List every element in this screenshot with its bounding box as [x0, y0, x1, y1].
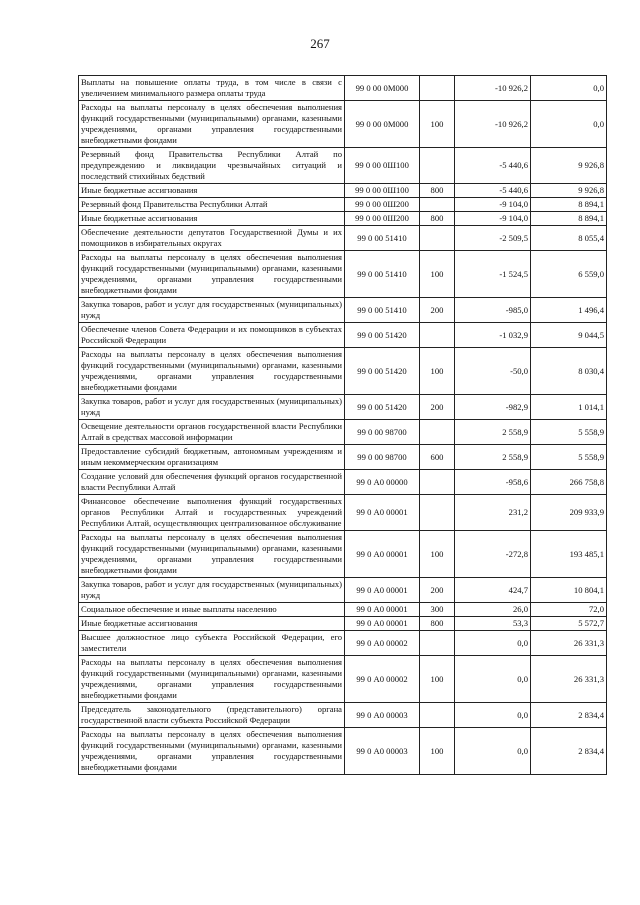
table-row — [79, 531, 607, 578]
table-row — [79, 470, 607, 495]
expense-type-cell: 100 — [420, 656, 455, 703]
target-code-cell: 99 0 00 0Ш200 — [345, 198, 420, 212]
target-code-cell: 99 0 00 51410 — [345, 226, 420, 251]
amount-total-cell: 8 030,4 — [531, 348, 607, 395]
expense-name-cell: Иные бюджетные ассигнования — [79, 212, 345, 226]
table-row — [79, 198, 607, 212]
expense-type-cell: 100 — [420, 348, 455, 395]
expense-type-cell: 200 — [420, 395, 455, 420]
expense-type-cell — [420, 148, 455, 184]
amount-change-cell: 424,7 — [455, 578, 531, 603]
amount-total-cell: 0,0 — [531, 101, 607, 148]
amount-change-cell: 0,0 — [455, 728, 531, 775]
expense-name-cell: Расходы на выплаты персоналу в целях обеспечения выполнения функций государственными (муниципальными) органами, казенными учреждениями, органами управления государственными внебюджетными фондами — [79, 728, 345, 775]
expense-name-cell: Предоставление субсидий бюджетным, автономным учреждениям и иным некоммерческим организациям — [79, 445, 345, 470]
target-code-cell: 99 0 00 51420 — [345, 395, 420, 420]
target-code-cell: 99 0 00 51420 — [345, 348, 420, 395]
target-code-cell: 99 0 00 0Ш100 — [345, 148, 420, 184]
expense-name-cell: Расходы на выплаты персоналу в целях обеспечения выполнения функций государственными (муниципальными) органами, казенными учреждениями, органами управления государственными внебюджетными фондами — [79, 101, 345, 148]
expense-type-cell — [420, 420, 455, 445]
table-row — [79, 101, 607, 148]
expense-type-cell: 100 — [420, 251, 455, 298]
expense-name-cell: Обеспечение членов Совета Федерации и их помощников в субъектах Российской Федерации — [79, 323, 345, 348]
amount-total-cell: 26 331,3 — [531, 656, 607, 703]
table-row — [79, 656, 607, 703]
expense-name-cell: Высшее должностное лицо субъекта Российской Федерации, его заместители — [79, 631, 345, 656]
expense-name-cell: Обеспечение деятельности депутатов Государственной Думы и их помощников в избирательных округах — [79, 226, 345, 251]
amount-total-cell: 2 834,4 — [531, 703, 607, 728]
amount-total-cell: 10 804,1 — [531, 578, 607, 603]
amount-change-cell: -2 509,5 — [455, 226, 531, 251]
expense-type-cell — [420, 323, 455, 348]
amount-total-cell: 5 558,9 — [531, 445, 607, 470]
expense-type-cell — [420, 76, 455, 101]
table-row — [79, 578, 607, 603]
amount-total-cell: 1 014,1 — [531, 395, 607, 420]
amount-change-cell: -10 926,2 — [455, 76, 531, 101]
table-row — [79, 251, 607, 298]
budget-table-body — [79, 76, 607, 775]
expense-name-cell: Социальное обеспечение и иные выплаты населению — [79, 603, 345, 617]
expense-type-cell — [420, 198, 455, 212]
amount-change-cell: -272,8 — [455, 531, 531, 578]
amount-change-cell: 0,0 — [455, 656, 531, 703]
table-row — [79, 703, 607, 728]
amount-total-cell: 9 926,8 — [531, 184, 607, 198]
amount-change-cell: -50,0 — [455, 348, 531, 395]
amount-total-cell: 2 834,4 — [531, 728, 607, 775]
target-code-cell: 99 0 00 98700 — [345, 445, 420, 470]
amount-total-cell: 266 758,8 — [531, 470, 607, 495]
table-row — [79, 323, 607, 348]
amount-change-cell: 2 558,9 — [455, 420, 531, 445]
table-row — [79, 226, 607, 251]
amount-total-cell: 8 894,1 — [531, 198, 607, 212]
target-code-cell: 99 0 А0 00000 — [345, 470, 420, 495]
amount-change-cell: -985,0 — [455, 298, 531, 323]
target-code-cell: 99 0 00 0М000 — [345, 76, 420, 101]
expense-name-cell: Закупка товаров, работ и услуг для государственных (муниципальных) нужд — [79, 395, 345, 420]
expense-name-cell: Расходы на выплаты персоналу в целях обеспечения выполнения функций государственными (муниципальными) органами, казенными учреждениями, органами управления государственными внебюджетными фондами — [79, 531, 345, 578]
amount-change-cell: 0,0 — [455, 703, 531, 728]
amount-change-cell: -1 032,9 — [455, 323, 531, 348]
amount-change-cell: -10 926,2 — [455, 101, 531, 148]
expense-type-cell: 800 — [420, 212, 455, 226]
table-row — [79, 184, 607, 198]
target-code-cell: 99 0 00 98700 — [345, 420, 420, 445]
target-code-cell: 99 0 00 0Ш200 — [345, 212, 420, 226]
expense-name-cell: Финансовое обеспечение выполнения функций государственных органов Республики Алтай и государственных учреждений Республики Алтай, осуществляющих централизованное обслуживание — [79, 495, 345, 531]
table-row — [79, 617, 607, 631]
target-code-cell: 99 0 А0 00002 — [345, 631, 420, 656]
amount-change-cell: 26,0 — [455, 603, 531, 617]
target-code-cell: 99 0 00 51410 — [345, 298, 420, 323]
amount-change-cell: -5 440,6 — [455, 184, 531, 198]
expense-type-cell: 200 — [420, 578, 455, 603]
amount-change-cell: -958,6 — [455, 470, 531, 495]
target-code-cell: 99 0 А0 00003 — [345, 703, 420, 728]
amount-change-cell: -982,9 — [455, 395, 531, 420]
expense-name-cell: Закупка товаров, работ и услуг для государственных (муниципальных) нужд — [79, 578, 345, 603]
amount-change-cell: 0,0 — [455, 631, 531, 656]
table-row — [79, 76, 607, 101]
expense-type-cell: 100 — [420, 728, 455, 775]
expense-type-cell — [420, 703, 455, 728]
amount-total-cell: 72,0 — [531, 603, 607, 617]
table-row — [79, 348, 607, 395]
amount-total-cell: 5 558,9 — [531, 420, 607, 445]
amount-total-cell: 0,0 — [531, 76, 607, 101]
table-row — [79, 728, 607, 775]
table-row — [79, 603, 607, 617]
table-row — [79, 631, 607, 656]
amount-change-cell: 2 558,9 — [455, 445, 531, 470]
expense-type-cell: 800 — [420, 617, 455, 631]
target-code-cell: 99 0 00 0М000 — [345, 101, 420, 148]
expense-type-cell: 100 — [420, 531, 455, 578]
page-number: 267 — [310, 36, 330, 51]
table-row — [79, 395, 607, 420]
expense-name-cell: Расходы на выплаты персоналу в целях обеспечения выполнения функций государственными (муниципальными) органами, казенными учреждениями, органами управления государственными внебюджетными фондами — [79, 656, 345, 703]
expense-name-cell: Создание условий для обеспечения функций органов государственной власти Республики Алтай — [79, 470, 345, 495]
expense-type-cell: 200 — [420, 298, 455, 323]
target-code-cell: 99 0 А0 00001 — [345, 578, 420, 603]
amount-total-cell: 1 496,4 — [531, 298, 607, 323]
table-row — [79, 445, 607, 470]
target-code-cell: 99 0 А0 00001 — [345, 495, 420, 531]
amount-total-cell: 6 559,0 — [531, 251, 607, 298]
target-code-cell: 99 0 00 51420 — [345, 323, 420, 348]
expense-name-cell: Выплаты на повышение оплаты труда, в том числе в связи с увеличением минимального размера оплаты труда — [79, 76, 345, 101]
expense-type-cell: 100 — [420, 101, 455, 148]
table-row — [79, 212, 607, 226]
expense-name-cell: Освещение деятельности органов государственной власти Республики Алтай в средствах массовой информации — [79, 420, 345, 445]
expense-name-cell: Председатель законодательного (представительного) органа государственной власти субъекта Российской Федерации — [79, 703, 345, 728]
amount-change-cell: -1 524,5 — [455, 251, 531, 298]
table-row — [79, 495, 607, 531]
amount-change-cell: -9 104,0 — [455, 198, 531, 212]
amount-total-cell: 9 926,8 — [531, 148, 607, 184]
target-code-cell: 99 0 А0 00003 — [345, 728, 420, 775]
expense-name-cell: Резервный фонд Правительства Республики Алтай — [79, 198, 345, 212]
expense-name-cell: Резервный фонд Правительства Республики Алтай по предупреждению и ликвидации чрезвычайных ситуаций и последствий стихийных бедствий — [79, 148, 345, 184]
expense-type-cell — [420, 631, 455, 656]
table-row — [79, 298, 607, 323]
budget-table — [78, 75, 607, 775]
expense-type-cell: 600 — [420, 445, 455, 470]
target-code-cell: 99 0 А0 00002 — [345, 656, 420, 703]
expense-name-cell: Закупка товаров, работ и услуг для государственных (муниципальных) нужд — [79, 298, 345, 323]
expense-type-cell — [420, 495, 455, 531]
amount-total-cell: 26 331,3 — [531, 631, 607, 656]
expense-type-cell — [420, 470, 455, 495]
expense-type-cell: 300 — [420, 603, 455, 617]
amount-change-cell: -9 104,0 — [455, 212, 531, 226]
expense-name-cell: Иные бюджетные ассигнования — [79, 184, 345, 198]
table-row — [79, 420, 607, 445]
amount-total-cell: 5 572,7 — [531, 617, 607, 631]
amount-total-cell: 209 933,9 — [531, 495, 607, 531]
expense-type-cell — [420, 226, 455, 251]
target-code-cell: 99 0 00 0Ш100 — [345, 184, 420, 198]
expense-name-cell: Иные бюджетные ассигнования — [79, 617, 345, 631]
amount-change-cell: -5 440,6 — [455, 148, 531, 184]
target-code-cell: 99 0 00 51410 — [345, 251, 420, 298]
expense-type-cell: 800 — [420, 184, 455, 198]
amount-change-cell: 231,2 — [455, 495, 531, 531]
amount-total-cell: 193 485,1 — [531, 531, 607, 578]
expense-name-cell: Расходы на выплаты персоналу в целях обеспечения выполнения функций государственными (муниципальными) органами, казенными учреждениями, органами управления государственными внебюджетными фондами — [79, 251, 345, 298]
amount-total-cell: 8 055,4 — [531, 226, 607, 251]
table-row — [79, 148, 607, 184]
target-code-cell: 99 0 А0 00001 — [345, 531, 420, 578]
amount-total-cell: 9 044,5 — [531, 323, 607, 348]
target-code-cell: 99 0 А0 00001 — [345, 603, 420, 617]
target-code-cell: 99 0 А0 00001 — [345, 617, 420, 631]
expense-name-cell: Расходы на выплаты персоналу в целях обеспечения выполнения функций государственными (муниципальными) органами, казенными учреждениями, органами управления государственными внебюджетными фондами — [79, 348, 345, 395]
amount-total-cell: 8 894,1 — [531, 212, 607, 226]
amount-change-cell: 53,3 — [455, 617, 531, 631]
